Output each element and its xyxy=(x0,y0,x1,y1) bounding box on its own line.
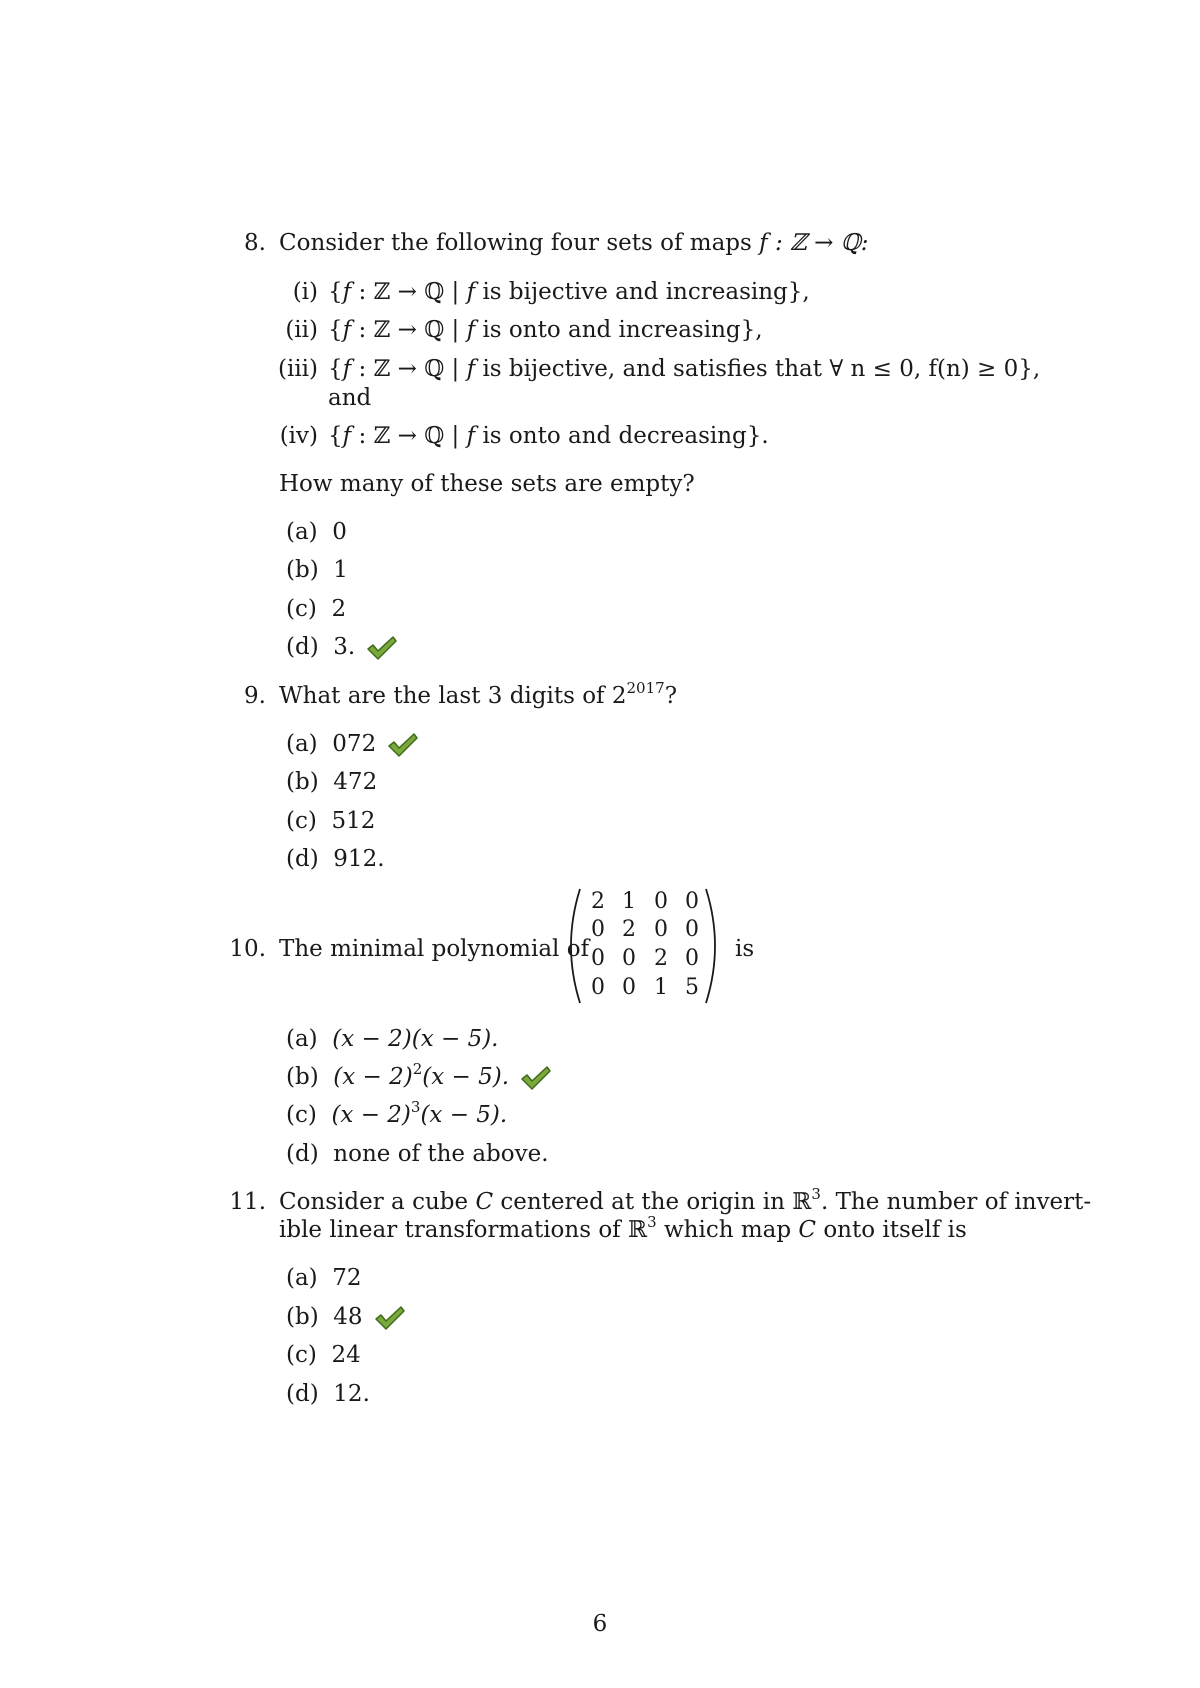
check-mark-icon xyxy=(388,733,418,757)
question-number: 11. xyxy=(229,1189,266,1215)
option-b: (b) 48 xyxy=(286,1301,405,1333)
question-number: 9. xyxy=(244,683,266,709)
set-definition: {f : ℤ → ℚ | f is bijective, and satisfies that ∀ n ≤ 0, f(n) ≥ 0}, xyxy=(328,356,1041,382)
matrix-cell: 0 xyxy=(622,975,636,1000)
set-definition: {f : ℤ → ℚ | f is onto and increasing}, xyxy=(328,317,763,343)
question-prompt-line-2: ible linear transformations of ℝ$^3$ which map C onto itself is xyxy=(279,1213,967,1243)
option-b: (b) 1 xyxy=(286,557,348,583)
question-prompt: Consider the following four sets of maps f : ℤ → ℚ: xyxy=(279,230,869,256)
check-mark-icon xyxy=(367,636,397,660)
set-label: (iii) xyxy=(277,356,318,382)
matrix xyxy=(566,888,720,1004)
option-c: (c) 2 xyxy=(286,596,347,622)
matrix-cell: 0 xyxy=(654,889,668,914)
option-a: (a) 072 xyxy=(286,728,418,760)
matrix-cell: 0 xyxy=(591,946,605,971)
matrix-cell: 0 xyxy=(685,889,699,914)
option-a: (a) (x − 2)(x − 5). xyxy=(286,1026,499,1052)
matrix-cell: 1 xyxy=(654,975,668,1000)
option-b: (b) 472 xyxy=(286,769,378,795)
question-prompt: What are the last 3 digits of $2^{2017}$? xyxy=(279,679,678,709)
matrix-cell: 2 xyxy=(622,917,636,942)
option-d: (d) 912. xyxy=(286,846,385,872)
set-label: (ii) xyxy=(285,317,318,343)
option-c: (c) 512 xyxy=(286,808,376,834)
set-label: (iv) xyxy=(279,423,318,449)
set-definition: {f : ℤ → ℚ | f is bijective and increasing}, xyxy=(328,279,810,305)
question-prompt-line-1: Consider a cube C centered at the origin in ℝ$^3$. The number of invert- xyxy=(279,1185,1092,1215)
matrix-cell: 1 xyxy=(622,889,636,914)
question-prompt: The minimal polynomial of xyxy=(279,936,590,962)
matrix-cell: 0 xyxy=(685,946,699,971)
matrix-cell: 0 xyxy=(622,946,636,971)
check-mark-icon xyxy=(521,1066,551,1090)
matrix-cell: 0 xyxy=(591,917,605,942)
question-number: 10. xyxy=(229,936,266,962)
matrix-cell: 5 xyxy=(685,975,699,1000)
option-d: (d) 3. xyxy=(286,631,397,663)
matrix-cell: 0 xyxy=(685,917,699,942)
set-definition: {f : ℤ → ℚ | f is onto and decreasing}. xyxy=(328,423,769,449)
check-mark-icon xyxy=(375,1306,405,1330)
question-prompt-end: is xyxy=(735,936,755,962)
option-c: (c) 24 xyxy=(286,1342,361,1368)
option-a: (a) 0 xyxy=(286,519,347,545)
question-number: 8. xyxy=(244,230,266,256)
option-a: (a) 72 xyxy=(286,1265,362,1291)
matrix-cell: 2 xyxy=(591,889,605,914)
option-b: (b) $(x - 2)^2(x - 5)$. xyxy=(286,1061,551,1093)
option-d: (d) none of the above. xyxy=(286,1141,549,1167)
set-label: (i) xyxy=(292,279,318,305)
matrix-cell: 2 xyxy=(654,946,668,971)
option-c: (c) $(x - 2)^3(x - 5)$. xyxy=(286,1098,508,1128)
matrix-cell: 0 xyxy=(591,975,605,1000)
option-d: (d) 12. xyxy=(286,1381,370,1407)
set-continuation: and xyxy=(328,385,372,411)
question-text: How many of these sets are empty? xyxy=(279,471,695,497)
matrix-cell: 0 xyxy=(654,917,668,942)
page-number: 6 xyxy=(592,1611,608,1637)
